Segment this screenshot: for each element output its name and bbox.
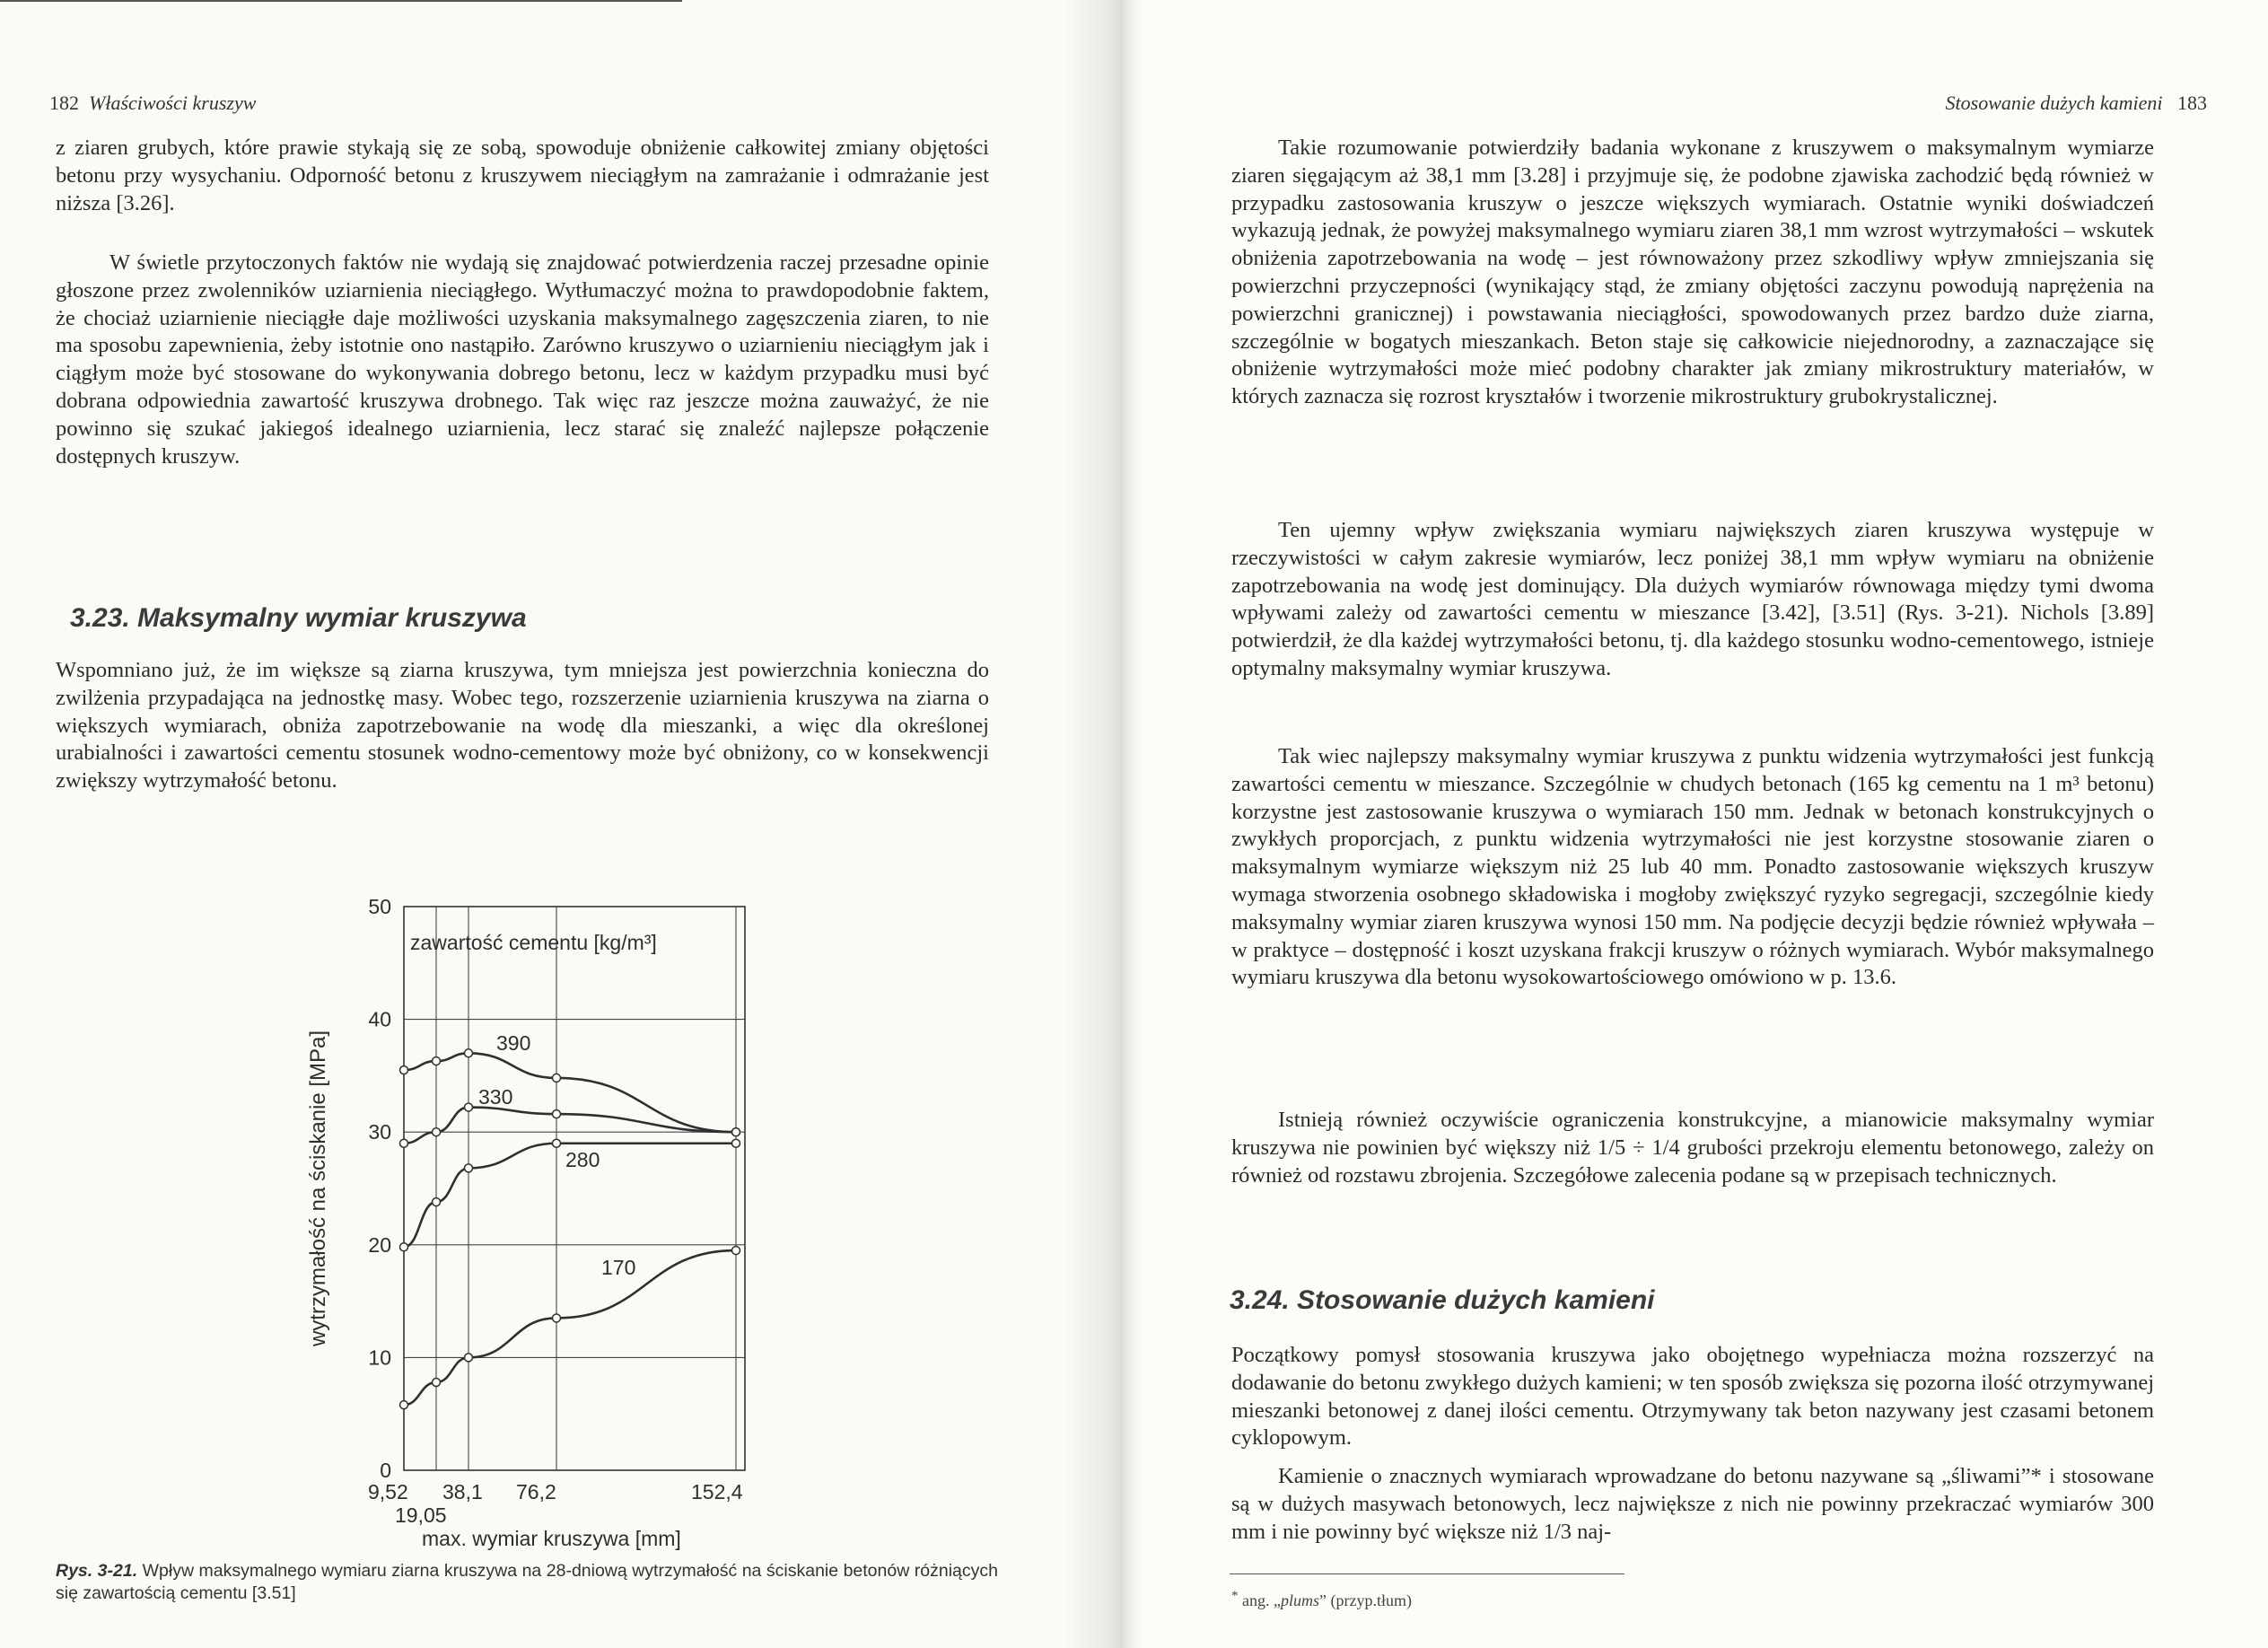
scan-edge-line bbox=[0, 0, 682, 2]
figure-caption-label: Rys. 3-21. bbox=[56, 1561, 138, 1581]
right-paragraph-1: Takie rozumowanie potwierdziły badania wykonane z kruszywem o maksymalnym wymiarze ziaren sięgającym aż 38,1 mm [3.28] i przyjmuje się, że podobne zjawiska zachodzić będą również w przypadku zastosowania kruszyw o jeszcze większych wymiarach. Ostatnie wyniki doświadczeń wykazują jednak, że powyżej maksymalnego wymiaru ziaren 38,1 mm wzrost wytrzymałości – wskutek obniżenia zapotrzebowania na wodę – jest równoważony przez szkodliwy wpływ zmniejszania się powierzchni przyczepności (wynikający stąd, że zmiany objętości zaczynu powodują naprężenia na powierzchni granicznej) i powstawania nieciągłości, spowodowanych przez bardzo duże ziarna, szczególnie w bogatych mieszankach. Beton staje się całkowicie niejednorodny, a zaznaczające się obniżenie wytrzymałości może mieć podobny charakter jak zmiany mikrostruktury materiałów, w których zaznacza się rozrost kryształów i tworzenie mikrostruktury grubokrystalicznej. bbox=[1231, 136, 2154, 409]
figure-caption bbox=[56, 1560, 998, 1605]
data-point-170 bbox=[732, 1247, 740, 1255]
data-point-330 bbox=[553, 1110, 561, 1118]
right-page-number: 183 bbox=[2177, 92, 2207, 114]
series-label-330: 330 bbox=[478, 1085, 513, 1109]
strength-chart bbox=[269, 889, 772, 1553]
data-point-390 bbox=[553, 1074, 561, 1082]
footnote-marker: * bbox=[1231, 1589, 1239, 1603]
series-line-170 bbox=[404, 1250, 736, 1405]
data-point-330 bbox=[400, 1139, 408, 1147]
data-point-330 bbox=[732, 1128, 740, 1136]
right-paragraph-3: Tak wiec najlepszy maksymalny wymiar kruszywa z punktu widzenia wytrzymałości jest funkcją zawartości cementu w mieszance. Szczególnie w chudych betonach (165 kg cementu na 1 m³ betonu) korzystne jest zastosowanie kruszywa o wymiarach 150 mm. Jednak w betonach konstrukcyjnych o zwykłych proporcjach, z punktu widzenia wytrzymałości nie jest korzystne stosowanie ziaren o maksymalnym wymiarze większym niż 25 lub 40 mm. Ponadto zastosowanie większych kruszyw wymaga stworzenia osobnego składowiska i mogłoby zwiększyć ryzyko segregacji, szczególnie kiedy maksymalny wymiar ziaren kruszywa wynosi 150 mm. Na podjęcie decyzji będzie również wpływała – w praktyce – dostępność i koszt uzyskana frakcji kruszyw o różnych wymiarach. Wybór maksymalnego wymiaru kruszywa dla betonu wysokowartościowego omówiono w p. 13.6. bbox=[1231, 744, 2154, 990]
left-running-header bbox=[49, 92, 256, 115]
right-running-title: Stosowanie dużych kamieni bbox=[1945, 92, 2163, 114]
footnote-rule bbox=[1230, 1573, 1624, 1574]
footnote-suffix: ” (przyp.tłum) bbox=[1319, 1591, 1412, 1609]
series-label-280: 280 bbox=[565, 1148, 600, 1171]
data-point-330 bbox=[465, 1103, 473, 1111]
series-line-390 bbox=[404, 1053, 736, 1132]
data-point-280 bbox=[433, 1198, 441, 1206]
data-point-280 bbox=[465, 1164, 473, 1172]
x-axis-label: max. wymiar kruszywa [mm] bbox=[422, 1527, 681, 1550]
left-paragraph-1: z ziaren grubych, które prawie stykają się ze sobą, spowoduje obniżenie całkowitej zmiany objętości betonu przy wysychaniu. Odporność betonu z kruszywem nieciągłym na zamrażanie i odmrażanie jest niższa [3.26]. bbox=[56, 136, 989, 215]
right-running-header bbox=[1946, 92, 2207, 115]
chart-grid bbox=[404, 907, 745, 1470]
data-point-170 bbox=[400, 1401, 408, 1409]
right-paragraph-5: Początkowy pomysł stosowania kruszywa jako obojętnego wypełniacza można rozszerzyć na dodawanie do betonu zwykłego dużych kamieni; w ten sposób zwiększa się pozorna ilość otrzymywanej mieszanki betonowej z danej ilości cementu. Otrzymywany tak beton nazywany jest czasami betonem cyklopowym. bbox=[1231, 1343, 2154, 1451]
y-axis-label: wytrzymałość na ściskanie [MPa] bbox=[306, 1030, 330, 1347]
data-point-280 bbox=[553, 1139, 561, 1147]
y-tick-label: 50 bbox=[368, 895, 391, 918]
data-point-280 bbox=[400, 1243, 408, 1251]
section-heading-3-23: 3.23. Maksymalny wymiar kruszywa bbox=[70, 603, 527, 633]
data-point-390 bbox=[400, 1066, 408, 1074]
right-paragraph-4: Istnieją również oczywiście ograniczenia konstrukcyjne, a mianowicie maksymalny wymiar kruszywa nie powinien być większy niż 1/5 ÷ 1/4 grubości przekroju elementu betonowego, zależy on również od rozstawu zbrojenia. Szczegółowe zalecenia podane są w przepisach technicznych. bbox=[1231, 1108, 2154, 1188]
footnote bbox=[1231, 1589, 1412, 1610]
figure-caption-text: Wpływ maksymalnego wymiaru ziarna kruszywa na 28-dniową wytrzymałość na ściskanie betonów różniących się zawartością cementu [3.51] bbox=[56, 1561, 998, 1603]
y-tick-label: 0 bbox=[380, 1459, 391, 1482]
book-gutter bbox=[1064, 0, 1144, 1648]
data-point-170 bbox=[465, 1354, 473, 1362]
series-label-170: 170 bbox=[601, 1256, 636, 1279]
footnote-prefix: ang. „ bbox=[1242, 1591, 1281, 1609]
x-tick-label: 76,2 bbox=[516, 1480, 556, 1503]
data-point-390 bbox=[465, 1049, 473, 1057]
left-running-title: Właściwości kruszyw bbox=[89, 92, 257, 114]
data-point-170 bbox=[433, 1379, 441, 1387]
right-paragraph-6: Kamienie o znacznych wymiarach wprowadzane do betonu nazywane są „śliwami”* i stosowane są w dużych masywach betonowych, lecz największe z nich nie powinny przekraczać wymiarów 300 mm i nie powinny być większe niż 1/3 naj- bbox=[1231, 1464, 2154, 1544]
data-point-330 bbox=[433, 1128, 441, 1136]
left-paragraph-2: W świetle przytoczonych faktów nie wydają się znajdować potwierdzenia raczej przesadne opinie głoszone przez zwolenników uziarnienia nieciągłego. Wytłumaczyć można to prawdopodobnie faktem, że chociaż uziarnienie nieciągłe daje możliwości uzyskania maksymalnego zagęszczenia ziaren, to nie ma sposobu zapewnienia, żeby istotnie ono nastąpiło. Zarówno kruszywo o uziarnieniu nieciągłym jak i ciągłym może być stosowane do wykonywania dobrego betonu, lecz w każdym przypadku musi być dobrana odpowiednia zawartość kruszywa drobnego. Tak więc raz jeszcze można zauważyć, że nie powinno się szukać jakiegoś idealnego uziarnienia, lecz starać się znaleźć najlepsze połączenie dostępnych kruszyw. bbox=[56, 250, 989, 469]
footnote-term: plums bbox=[1280, 1591, 1319, 1609]
data-point-280 bbox=[732, 1139, 740, 1147]
chart-series-group bbox=[400, 1049, 740, 1409]
left-page-number: 182 bbox=[49, 92, 79, 114]
x-tick-label: 152,4 bbox=[691, 1480, 743, 1503]
y-tick-label: 40 bbox=[368, 1007, 391, 1031]
x-tick-label: 19,05 bbox=[395, 1503, 447, 1527]
left-paragraph-3: Wspomniano już, że im większe są ziarna kruszywa, tym mniejsza jest powierzchnia konieczna do zwilżenia przypadająca na jednostkę masy. Wobec tego, rozszerzenie uziarnienia kruszywa na ziarna o większych wymiarach, obniża zapotrzebowanie na wodę dla mieszanki, a więc dla określonej urabialności i zawartości cementu stosunek wodno-cementowy może być obniżony, co w konsekwencji zwiększy wytrzymałość betonu. bbox=[56, 658, 989, 793]
x-tick-label: 9,52 bbox=[368, 1480, 408, 1503]
data-point-170 bbox=[553, 1314, 561, 1322]
section-heading-3-24: 3.24. Stosowanie dużych kamieni bbox=[1230, 1285, 1655, 1315]
plot-frame bbox=[404, 907, 745, 1470]
series-label-390: 390 bbox=[496, 1031, 531, 1055]
x-tick-label: 38,1 bbox=[442, 1480, 483, 1503]
chart-labels-group bbox=[306, 895, 743, 1550]
y-tick-label: 20 bbox=[368, 1232, 391, 1257]
data-point-390 bbox=[433, 1057, 441, 1065]
legend-title: zawartość cementu [kg/m³] bbox=[410, 931, 657, 954]
right-paragraph-2: Ten ujemny wpływ zwiększania wymiaru największych ziaren kruszywa występuje w rzeczywistości w całym zakresie wymiarów, lecz poniżej 38,1 mm wpływ wymiaru na obniżenie zapotrzebowania na wodę jest dominujący. Dla dużych wymiarów równowaga między tymi dwoma wpływami zależy od zawartości cementu w mieszance [3.42], [3.51] (Rys. 3-21). Nichols [3.89] potwierdził, że dla każdej wytrzymałości betonu, tj. dla każdego stosunku wodno-cementowego, istnieje optymalny maksymalny wymiar kruszywa. bbox=[1231, 518, 2154, 680]
y-tick-label: 10 bbox=[368, 1346, 391, 1370]
y-tick-label: 30 bbox=[368, 1120, 391, 1144]
